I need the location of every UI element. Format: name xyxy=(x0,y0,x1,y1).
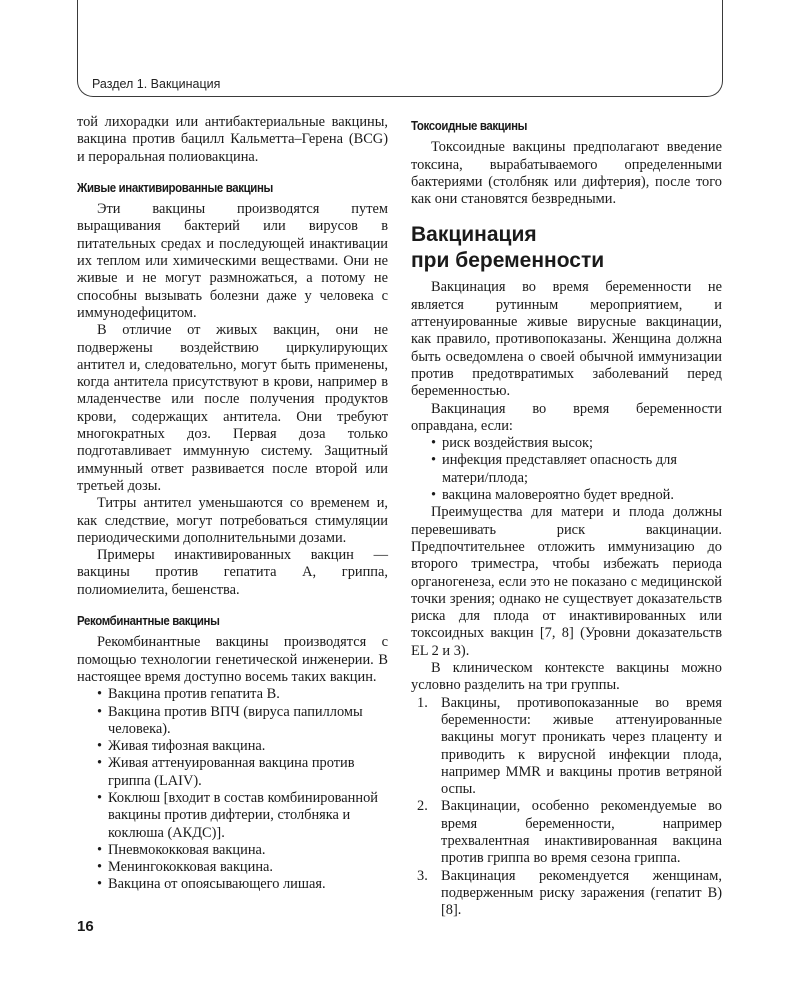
pregnancy-paragraph-2: Вакцинация во время беременности оправдана, если: xyxy=(411,400,722,434)
list-item: • инфекция представляет опасность для матери/плода; xyxy=(431,452,722,487)
list-item-text: Вакцинация рекомендуется женщинам, подверженным риску заражения (гепатит B) [8]. xyxy=(441,867,722,919)
list-number: 2. xyxy=(417,798,428,815)
pregnancy-paragraph-3: Преимущества для матери и плода должны перевешивать риск вакцинации. Предпочтительнее отложить иммунизацию до второго триместра, чтобы избежать периода органогенеза, если это не показано с медицинской точки зрения; однако не существует доказательств риска для плода от инактивированных или токсоидных вакцин [7, 8] (Уровни доказательств EL 2 и 3). xyxy=(411,504,722,659)
list-item xyxy=(417,695,722,799)
page-number: 16 xyxy=(77,918,94,935)
list-item: • Вакцина против ВПЧ (вируса папилломы человека). xyxy=(97,704,388,739)
list-item: • Живая аттенуированная вакцина против гриппа (LAIV). xyxy=(97,755,388,790)
vaccine-groups-list xyxy=(411,695,722,920)
list-item: • Коклюш [входит в состав комбинированной вакцины против дифтерии, столбняка и коклюша (АКДС)]. xyxy=(97,790,388,842)
right-column xyxy=(411,114,722,919)
inactivated-paragraph-4: Примеры инактивированных вакцин — вакцины против гепатита А, гриппа, полиомиелита, бешенства. xyxy=(77,547,388,598)
list-item: • Пневмококковая вакцина. xyxy=(97,842,388,859)
pregnancy-paragraph-1: Вакцинация во время беременности не является рутинным мероприятием, и аттенуированные живые вирусные вакцинации, как правило, противопоказаны. Женщина должна быть осведомлена о своей обычной иммунизации против предотвратимых заболеваний перед беременностью. xyxy=(411,279,722,400)
list-item xyxy=(417,798,722,867)
list-item: • Вакцина от опоясывающего лишая. xyxy=(97,876,388,893)
list-item xyxy=(417,868,722,920)
conditions-list xyxy=(411,435,722,504)
toxoid-paragraph: Токсоидные вакцины предполагают введение токсина, вырабатываемого определенными бактериями (столбняк или дифтерия), после того как они становятся безвредными. xyxy=(411,139,722,208)
inactivated-paragraph-3: Титры антител уменьшаются со временем и, как следствие, могут потребоваться стимуляции периодическими дополнительными дозами. xyxy=(77,495,388,546)
list-item: • Менингококковая вакцина. xyxy=(97,859,388,876)
list-number: 1. xyxy=(417,694,428,711)
recombinant-heading: Рекомбинантные вакцины xyxy=(77,613,220,629)
left-column xyxy=(77,114,388,894)
pregnancy-heading-line-2: при беременности xyxy=(411,249,605,273)
toxoid-heading: Токсоидные вакцины xyxy=(411,118,528,133)
recombinant-paragraph-1: Рекомбинантные вакцины производятся с помощью технологии генетической инженерии. В настоящее время доступно восемь таких вакцин. xyxy=(77,634,388,685)
pregnancy-heading-line-1: Вакцинация xyxy=(411,223,537,247)
inactivated-heading: Живые инактивированные вакцины xyxy=(77,179,273,195)
list-item: • риск воздействия высок; xyxy=(431,435,722,452)
list-item: • Вакцина против гепатита B. xyxy=(97,686,388,703)
intro-paragraph: той лихорадки или антибактериальные вакцины, вакцина против бацилл Кальметта–Герена (BCG) и пероральная полиовакцина. xyxy=(77,114,388,165)
inactivated-paragraph-1: Эти вакцины производятся путем выращивания бактерий или вирусов в питательных средах и последующей инактивации их теплом или химическими веществами. Они не живые и не могут размножаться, а потому не способны вызывать болезни даже у человека с иммунодефицитом. xyxy=(77,201,388,321)
list-item-text: Вакцины, противопоказанные во время беременности: живые аттенуированные вакцины могут проникать через плаценту и приводить к вирусной инфекции плода, например MMR и вакцины против ветряной оспы. xyxy=(441,694,722,798)
recombinant-list xyxy=(77,686,388,894)
section-header: Раздел 1. Вакцинация xyxy=(92,77,221,91)
list-number: 3. xyxy=(417,867,428,884)
list-item: • вакцина маловероятно будет вредной. xyxy=(431,487,722,504)
list-item: • Живая тифозная вакцина. xyxy=(97,738,388,755)
inactivated-paragraph-2: В отличие от живых вакцин, они не подвержены воздействию циркулирующих антител и, следовательно, могут быть применены, когда антитела присутствуют в крови, например в младенчестве или после получения продуктов крови, содержащих антитела. Они требуют многократных доз. Первая доза только подготавливает иммунную систему. Защитный иммунный ответ развивается после второй или третьей дозы. xyxy=(77,322,388,494)
pregnancy-paragraph-4: В клиническом контексте вакцины можно условно разделить на три группы. xyxy=(411,660,722,694)
list-item-text: Вакцинации, особенно рекомендуемые во время беременности, например трехвалентная инактивированная вакцина против гриппа во время сезона гриппа. xyxy=(441,798,722,867)
pregnancy-heading xyxy=(411,222,722,274)
